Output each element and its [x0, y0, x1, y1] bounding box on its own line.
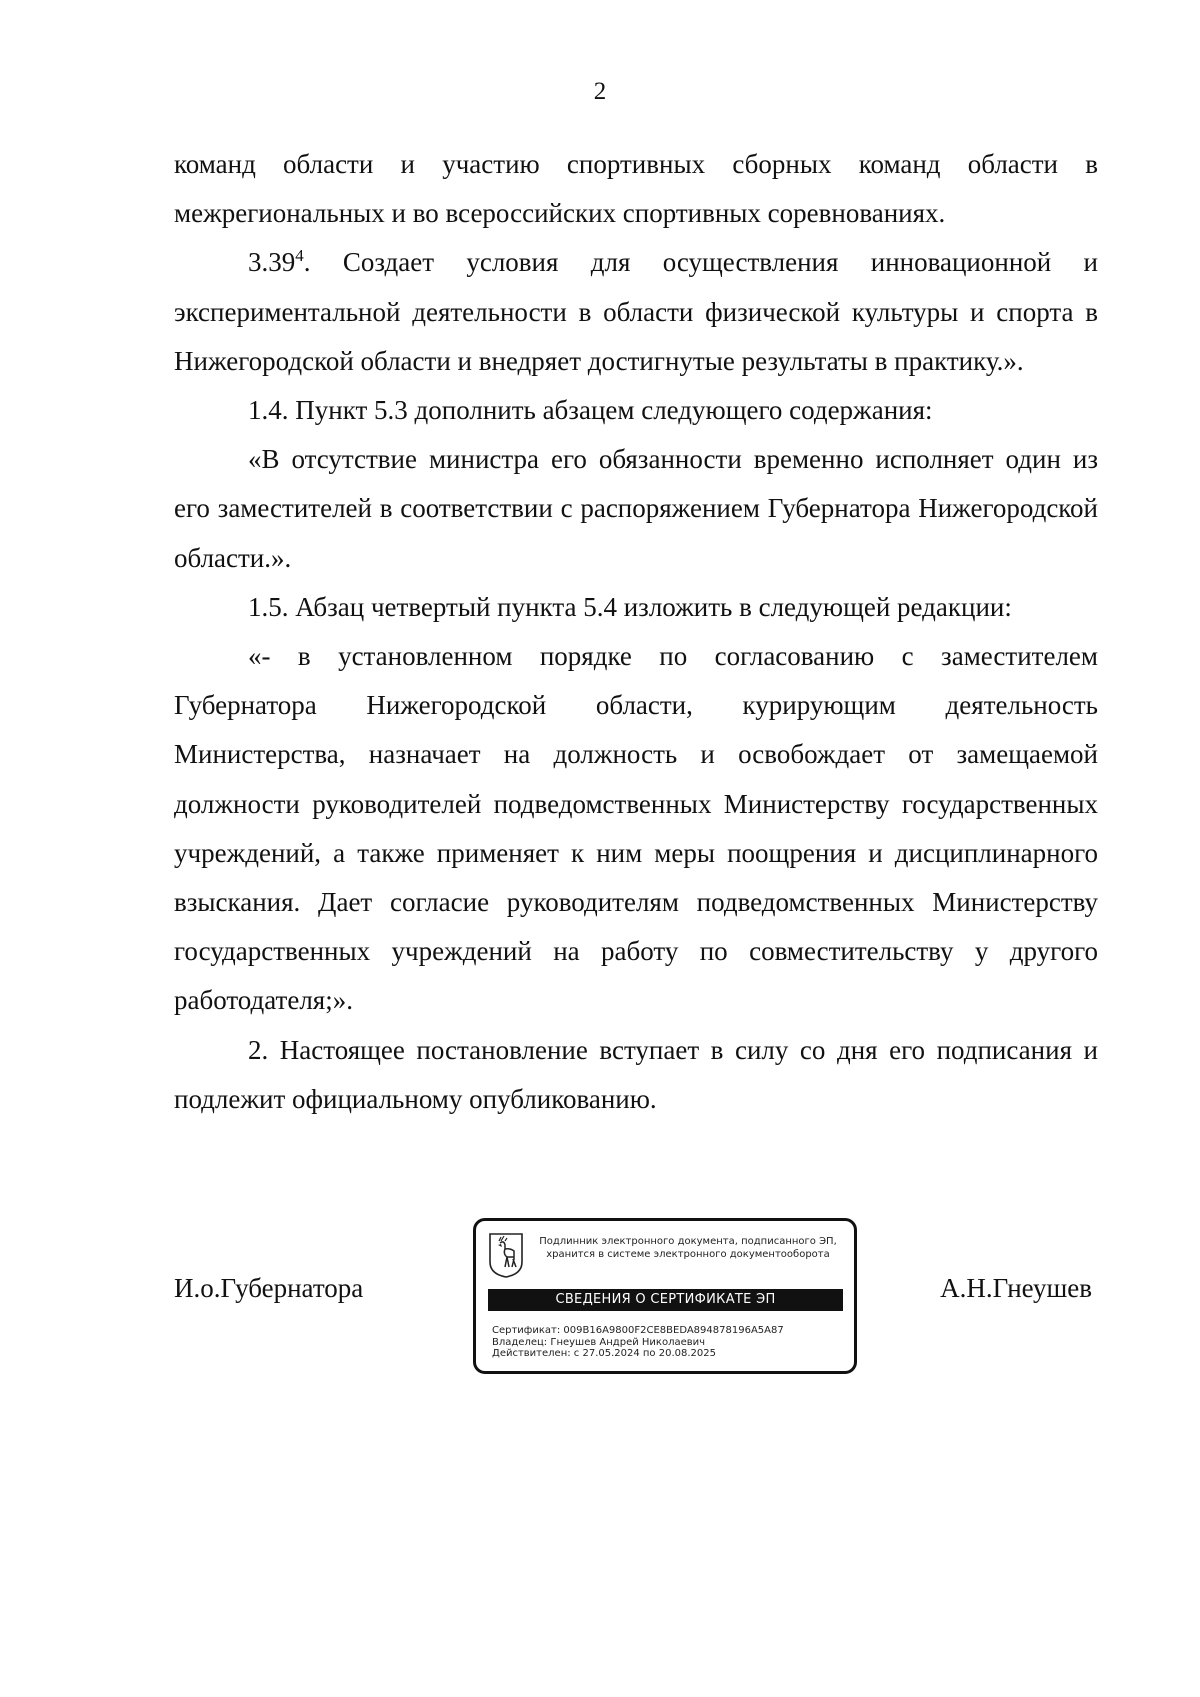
certificate-owner: Владелец: Гнеушев Андрей Николаевич: [492, 1336, 706, 1348]
stamp-certificate-header: СВЕДЕНИЯ О СЕРТИФИКАТЕ ЭП: [488, 1289, 843, 1311]
electronic-signature-stamp: [473, 1218, 857, 1374]
signatory-position: И.о.Губернатора: [174, 1273, 364, 1303]
clause-text: . Создает условия для осуществления инновационной и экспериментальной деятельности в области физической культуры и спорта в Нижегородской области и внедряет достигнутые результаты в практику.».: [174, 247, 1098, 376]
paragraph-2-effective: 2. Настоящее постановление вступает в силу со дня его подписания и подлежит официальному опубликованию.: [174, 1034, 1098, 1114]
certificate-number: Сертификат: 009B16A9800F2CE8BEDA894878196A5A87: [492, 1325, 784, 1336]
paragraph-3-39-4: [174, 238, 1098, 386]
stamp-certificate-details: [492, 1325, 784, 1360]
paragraph-1-4: 1.4. Пункт 5.3 дополнить абзацем следующего содержания:: [248, 395, 933, 426]
stamp-notice-line-1: Подлинник электронного документа, подписанного ЭП,: [539, 1236, 837, 1247]
deer-emblem-icon: [488, 1232, 524, 1278]
signatory-name: А.Н.Гнеушев: [940, 1273, 1092, 1303]
paragraph-quote-appointment: «- в установленном порядке по согласованию с заместителем Губернатора Нижегородской области, курирующим деятельность Министерства, назначает на должность и освобождает от замещаемой должности руководителей подведомственных Министерству государственных учреждений, а также применяет к ним меры поощрения и дисциплинарного взыскания. Дает согласие руководителям подведомственных Министерству государственных учреждений на работу по совместительству у другого работодателя;».: [174, 641, 1098, 1016]
page-number: 2: [593, 78, 607, 105]
document-body: [174, 140, 1098, 1124]
stamp-notice-line-2: хранится в системе электронного документооборота: [546, 1249, 830, 1260]
clause-superscript: 4: [295, 246, 304, 266]
stamp-notice: [527, 1235, 849, 1261]
certificate-validity: Действителен: с 27.05.2024 по 20.08.2025: [492, 1348, 716, 1359]
paragraph-quote-minister: «В отсутствие министра его обязанности временно исполняет один из его заместителей в соответствии с распоряжением Губернатора Нижегородской области.».: [174, 444, 1098, 573]
clause-number: 3.39: [248, 247, 296, 278]
paragraph-1-5: 1.5. Абзац четвертый пункта 5.4 изложить в следующей редакции:: [248, 591, 1012, 622]
paragraph-continuation: команд области и участию спортивных сборных команд области в межрегиональных и во всероссийских спортивных соревнованиях.: [174, 149, 1098, 229]
